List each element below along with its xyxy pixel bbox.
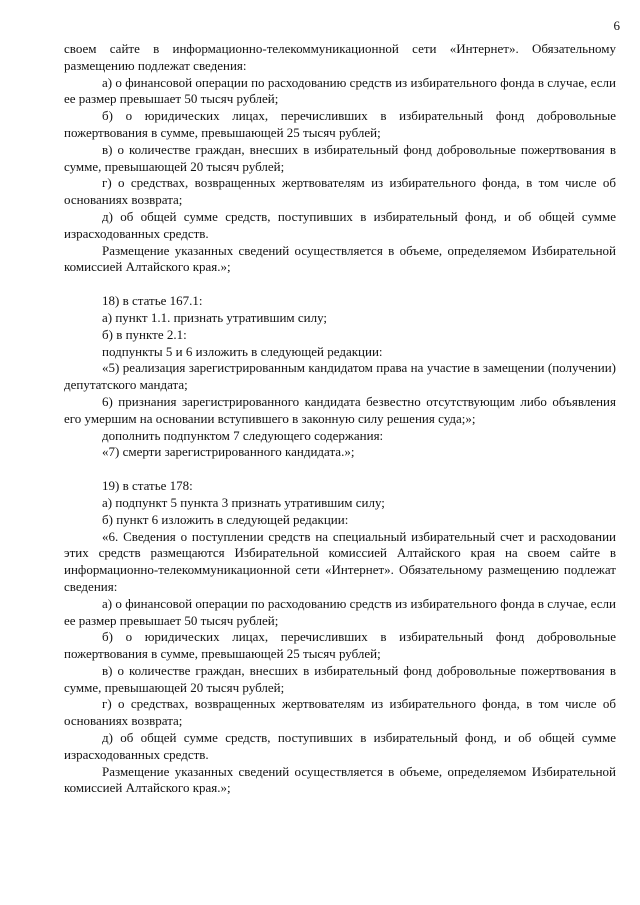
paragraph: Размещение указанных сведений осуществляется в объеме, определяемом Избирательной комиссией Алтайского края.»;: [64, 763, 616, 796]
section-heading: 19) в статье 178:: [102, 478, 193, 494]
section-gap: [64, 461, 616, 478]
paragraph: «5) реализация зарегистрированным кандидатом права на участие в замещении (получении) депутатского мандата;: [64, 360, 616, 393]
list-item: а) о финансовой операции по расходованию средств из избирательного фонда в случае, если ее размер превышает 50 тысяч рублей;: [64, 74, 616, 107]
paragraph: своем сайте в информационно-телекоммуникационной сети «Интернет». Обязательному: [64, 41, 616, 56]
paragraph: б) в пункте 2.1:: [102, 326, 187, 342]
section-heading: 18) в статье 167.1:: [102, 293, 203, 309]
list-item: в) о количестве граждан, внесших в избирательный фонд добровольные пожертвования в сумме, превышающей 20 тысяч рублей;: [64, 141, 616, 174]
paragraph: Размещение указанных сведений осуществляется в объеме, определяемом Избирательной комиссией Алтайского края.»;: [64, 242, 616, 275]
paragraph: «6. Сведения о поступлении средств на специальный избирательный счет и расходовании этих средств размещаются Избирательной комиссией Алтайского края на своем сайте в информационно-телекоммуникационной сети «Интернет». Обязательному размещению подлежат сведения:: [64, 528, 616, 594]
paragraph: а) подпункт 5 пункта 3 признать утратившим силу;: [102, 494, 385, 510]
list-item: г) о средствах, возвращенных жертвователям из избирательного фонда, в том числе об основаниях возврата;: [64, 175, 616, 208]
list-item: а) о финансовой операции по расходованию средств из избирательного фонда в случае, если ее размер превышает 50 тысяч рублей;: [64, 595, 616, 628]
paragraph: размещению подлежат сведения:: [64, 57, 247, 73]
list-item: д) об общей сумме средств, поступивших в избирательный фонд, и об общей сумме израсходованных средств.: [64, 730, 616, 762]
page-number: 6: [613, 18, 620, 33]
paragraph: «7) смерти зарегистрированного кандидата.»;: [102, 444, 355, 460]
list-item: в) о количестве граждан, внесших в избирательный фонд добровольные пожертвования в сумме, превышающей 20 тысяч рублей;: [64, 662, 616, 695]
document-body: [64, 41, 616, 797]
paragraph: б) пункт 6 изложить в следующей редакции:: [102, 511, 349, 527]
section-gap: [64, 276, 616, 293]
paragraph: подпункты 5 и 6 изложить в следующей редакции:: [102, 343, 383, 359]
list-item: г) о средствах, возвращенных жертвователям из избирательного фонда, в том числе об основаниях возврата;: [64, 696, 616, 729]
paragraph: дополнить подпунктом 7 следующего содержания:: [102, 427, 384, 443]
paragraph: 6) признания зарегистрированного кандидата безвестно отсутствующим либо объявления его умершим на основании вступившего в законную силу решения суда;»;: [64, 393, 616, 426]
list-item: б) о юридических лицах, перечисливших в избирательный фонд добровольные пожертвования в сумме, превышающей 25 тысяч рублей;: [64, 108, 616, 140]
paragraph: а) пункт 1.1. признать утратившим силу;: [102, 309, 328, 325]
list-item: б) о юридических лицах, перечисливших в избирательный фонд добровольные пожертвования в сумме, превышающей 25 тысяч рублей;: [64, 629, 616, 662]
list-item: д) об общей сумме средств, поступивших в избирательный фонд, и об общей сумме израсходованных средств.: [64, 208, 616, 241]
